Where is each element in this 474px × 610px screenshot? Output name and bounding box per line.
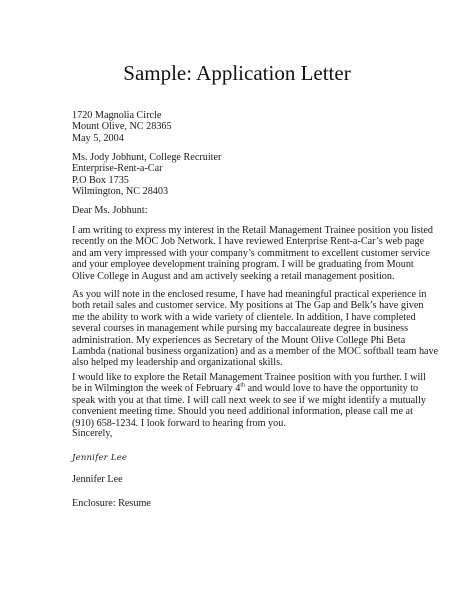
paragraph-line: recently on the MOC Job Network. I have reviewed Enterprise Rent-a-Car’s web page (72, 236, 425, 248)
letter-date: May 5, 2004 (72, 132, 124, 144)
typed-name (72, 474, 467, 485)
paragraph-text: and would love to have the opportunity to (244, 383, 419, 395)
paragraph-line: convenient meeting time. Should you need additional information, please call me at (72, 406, 413, 418)
sender-city: Mount Olive, NC 28365 (72, 121, 172, 133)
paragraph-line: I am writing to express my interest in the Retail Management Trainee position you listed (72, 225, 434, 236)
salutation-text: Dear Ms. Jobhunt: (72, 205, 148, 216)
paragraph-line: also helped my leadership and organizational skills. (72, 357, 283, 369)
paragraph-line: and am very impressed with your company’s commitment to excellent customer service (72, 247, 430, 259)
handwritten-signature: Jennifer Lee (72, 453, 128, 463)
paragraph-line: Olive College in August and am actively seeking a retail management position. (72, 270, 395, 282)
paragraph-text: be in Wilmington the week of February 4 (72, 383, 241, 395)
paragraph-line: administration. My experiences as Secretary of the Mount Olive College Phi Beta (72, 334, 406, 346)
recipient-city: Wilmington, NC 28403 (72, 186, 169, 198)
paragraph-line: both retail sales and customer service. My positions at The Gap and Belk’s have given (72, 300, 424, 312)
paragraph-line: speak with you at that time. I will call next week to see if we might identify a mutually (72, 394, 426, 406)
enclosure-note (72, 498, 467, 509)
document-title: Sample: Application Letter (123, 61, 351, 85)
recipient-name: Ms. Jody Jobhunt, College Recruiter (72, 152, 222, 163)
recipient-po-box: P.O Box 1735 (72, 174, 129, 186)
paragraph-line: (910) 658-1234. I look forward to hearing from you. (72, 417, 286, 429)
closing (72, 428, 467, 439)
paragraph-1 (72, 225, 467, 282)
paragraph-line: Lambda (national business organization) and as a member of the MOC softball team have (72, 346, 439, 358)
typed-name-text: Jennifer Lee (72, 474, 123, 485)
recipient-address (72, 152, 467, 198)
closing-text: Sincerely, (72, 428, 113, 439)
sender-address (72, 110, 467, 144)
recipient-company: Enterprise-Rent-a-Car (72, 163, 163, 175)
paragraph-2 (72, 289, 467, 369)
paragraph-line: I would like to explore the Retail Management Trainee position with you further. I will (72, 372, 426, 383)
paragraph-line: As you will note in the enclosed resume, I have had meaningful practical experience in (72, 289, 427, 300)
paragraph-line (72, 383, 467, 394)
paragraph-3 (72, 372, 467, 429)
salutation (72, 205, 467, 216)
sender-street: 1720 Magnolia Circle (72, 110, 162, 121)
enclosure-text: Enclosure: Resume (72, 498, 151, 509)
ordinal-suffix: th (240, 383, 245, 390)
paragraph-line: and your employee development training program. I will be graduating from Mount (72, 259, 414, 271)
paragraph-line: several courses in management while pursing my baccalaureate degree in business (72, 323, 409, 335)
paragraph-line: me the ability to work with a wide variety of clientele. In addition, I have completed (72, 311, 416, 323)
